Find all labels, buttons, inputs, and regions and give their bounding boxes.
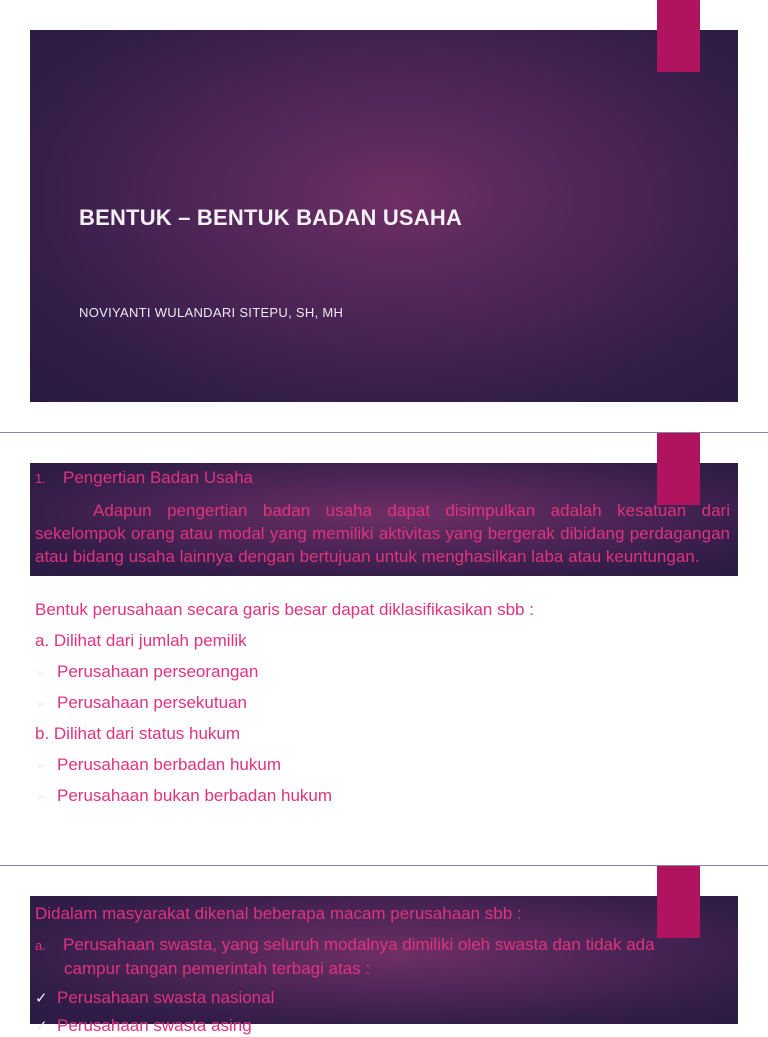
accent-tab: [657, 866, 700, 938]
slide-author: NOVIYANTI WULANDARI SITEPU, SH, MH: [79, 305, 344, 320]
slide-divider: [0, 432, 768, 433]
list-item: [35, 661, 258, 683]
arrow-bullet-icon: ➢: [35, 758, 46, 773]
paragraph-rest: sekelompok orang atau modal yang memiliki aktivitas yang bergerak dibidang perdagangan atau bidang usaha lainnya dengan bertujuan untuk menghasilkan laba atau keuntungan.: [35, 524, 730, 566]
item-a-marker: a.: [35, 938, 46, 953]
list-item-text: Perusahaan swasta asing: [57, 1016, 252, 1035]
list-item: [35, 785, 332, 807]
definition-paragraph: [35, 499, 730, 568]
group-a-label: a. Dilihat dari jumlah pemilik: [35, 631, 247, 650]
arrow-bullet-icon: ➢: [35, 696, 46, 711]
arrow-bullet-icon: ➢: [35, 665, 46, 680]
list-item: [35, 1015, 252, 1037]
list-item-text: Perusahaan persekutuan: [57, 693, 247, 712]
check-bullet-icon: ✓: [35, 1018, 48, 1035]
list-item-text: Perusahaan bukan berbadan hukum: [57, 786, 333, 805]
list-item-text: Perusahaan berbadan hukum: [57, 755, 281, 774]
accent-tab: [657, 0, 700, 72]
group-b-label: b. Dilihat dari status hukum: [35, 724, 241, 743]
classification-line: Bentuk perusahaan secara garis besar dapat diklasifikasikan sbb :: [35, 600, 534, 619]
slide-divider: [0, 865, 768, 866]
section-heading: [35, 467, 253, 489]
accent-tab: [657, 433, 700, 505]
intro-line: Didalam masyarakat dikenal beberapa macam perusahaan sbb :: [35, 904, 522, 923]
list-item-text: Perusahaan swasta nasional: [57, 988, 275, 1007]
item-a-continuation: campur tangan pemerintah terbagi atas :: [64, 959, 371, 978]
list-item: [35, 987, 274, 1009]
paragraph-first-line: Adapun pengertian badan usaha dapat disimpulkan adalah kesatuan dari: [93, 501, 730, 520]
item-a: [35, 934, 735, 956]
check-bullet-icon: ✓: [35, 990, 48, 1007]
heading-number: 1.: [35, 471, 46, 486]
item-a-line1: Perusahaan swasta, yang seluruh modalnya dimiliki oleh swasta dan tidak ada: [63, 935, 655, 954]
arrow-bullet-icon: ➢: [35, 789, 46, 804]
heading-text: Pengertian Badan Usaha: [63, 468, 253, 487]
list-item-text: Perusahaan perseorangan: [57, 662, 259, 681]
list-item: [35, 692, 247, 714]
list-item: [35, 754, 281, 776]
slide-title: BENTUK – BENTUK BADAN USAHA: [79, 205, 463, 230]
